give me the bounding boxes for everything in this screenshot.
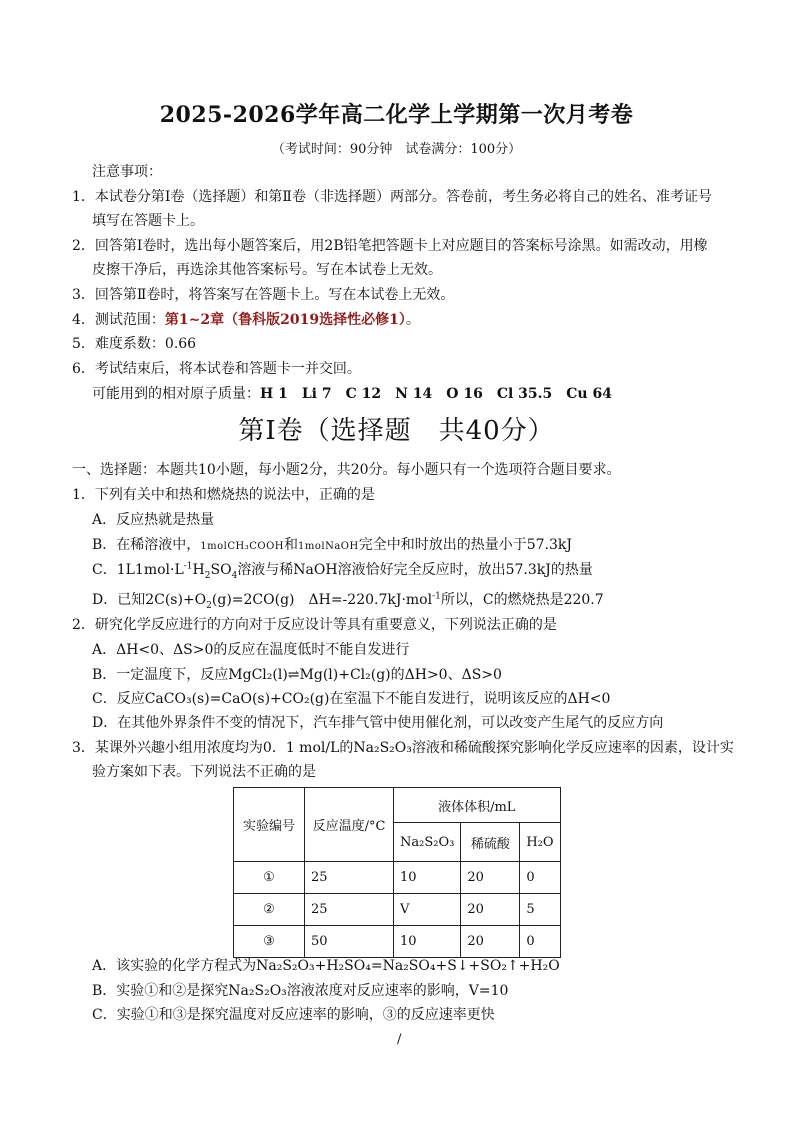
header-dilute-acid: 稀硫酸 <box>461 823 520 862</box>
q1-b-post: 完全中和时放出的热量小于57.3kJ <box>358 537 572 553</box>
row-na2s2o3: V <box>394 894 461 926</box>
q1-option-d <box>92 591 604 609</box>
q1-c-post: 溶液与稀NaOH溶液恰好完全反应时，放出57.3kJ的热量 <box>237 562 593 578</box>
q1-option-a: A．反应热就是热量 <box>92 512 215 528</box>
header-temperature: 反应温度/°C <box>305 788 394 862</box>
note-2b: 皮擦干净后，再选涂其他答案标号。写在本试卷上无效。 <box>92 262 442 278</box>
row-id: ① <box>234 862 305 894</box>
header-water: H₂O <box>520 823 560 862</box>
row-na2s2o3: 10 <box>394 862 461 894</box>
part1-intro: 一、选择题：本题共10小题，每小题2分，共20分。每小题只有一个选项符合题目要求。 <box>72 462 621 478</box>
q1-b-substance-1: 1molCH₃COOH <box>200 541 285 552</box>
q1-stem: 1．下列有关中和热和燃烧热的说法中，正确的是 <box>72 487 375 503</box>
note-4 <box>72 311 420 329</box>
header-na2s2o3: Na₂S₂O₃ <box>394 823 461 862</box>
q2-option-b: B．一定温度下，反应MgCl₂(l)⇌Mg(l)+Cl₂(g)的ΔH>0、ΔS>0 <box>92 667 502 683</box>
q1-b-mid: 和 <box>284 537 299 553</box>
note-5: 5．难度系数：0.66 <box>72 336 197 352</box>
exam-title: 2025-2026学年高二化学上学期第一次月考卷 <box>159 102 634 128</box>
header-liquid-volume: 液体体积/mL <box>394 788 561 823</box>
q1-option-c <box>92 561 593 579</box>
row-id: ③ <box>234 926 305 958</box>
q1-c-mid2: SO <box>210 562 232 578</box>
q1-b-substance-2: 1molNaOH <box>298 541 359 552</box>
notice-heading: 注意事项： <box>92 164 162 180</box>
note-4-scope: 第1~2章（鲁科版2019选择性必修1） <box>164 312 406 328</box>
q1-option-b <box>92 536 572 556</box>
q1-d-sub: 2 <box>206 600 212 611</box>
row-acid: 20 <box>461 894 520 926</box>
atomic-masses-values: H 1 Li 7 C 12 N 14 O 16 Cl 35.5 Cu 64 <box>260 386 612 402</box>
q3-option-c: C．实验①和③是探究温度对反应速率的影响，③的反应速率更快 <box>92 1007 495 1023</box>
table-header-row <box>234 788 561 823</box>
q1-c-sup: -1 <box>183 561 193 572</box>
q1-c-mid: H <box>192 562 205 578</box>
exam-subtitle: （考试时间：90分钟 试卷满分：100分） <box>271 142 522 157</box>
q1-d-mid: (g)=2CO(g) ΔH=-220.7kJ·mol <box>211 592 433 608</box>
table-row <box>234 926 561 958</box>
q1-c-sub1: 2 <box>204 570 211 581</box>
row-water: 5 <box>520 894 560 926</box>
row-id: ② <box>234 894 305 926</box>
q3-option-a: A．该实验的化学方程式为Na₂S₂O₃+H₂SO₄=Na₂SO₄+S↓+SO₂↑+H₂O <box>92 958 560 974</box>
note-4-pre: 4．测试范围： <box>72 312 165 328</box>
section-title: 第Ⅰ卷（选择题 共40分） <box>238 416 555 446</box>
q2-option-d: D．在其他外界条件不变的情况下，汽车排气管中使用催化剂，可以改变产生尾气的反应方向 <box>92 715 664 731</box>
atomic-masses <box>92 385 612 403</box>
row-temp: 50 <box>305 926 394 958</box>
q1-d-pre: D．已知2C(s)+O <box>92 592 207 608</box>
note-1a: 1．本试卷分第Ⅰ卷（选择题）和第Ⅱ卷（非选择题）两部分。答卷前，考生务必将自己的姓名、准考证号 <box>72 189 712 205</box>
row-temp: 25 <box>305 862 394 894</box>
table-row <box>234 862 561 894</box>
q1-b-pre: B．在稀溶液中， <box>92 537 201 553</box>
row-acid: 20 <box>461 926 520 958</box>
note-3: 3．回答第Ⅱ卷时，将答案写在答题卡上。写在本试卷上无效。 <box>72 287 455 303</box>
q1-d-sup: -1 <box>432 591 441 602</box>
note-4-post: 。 <box>405 312 420 328</box>
q2-stem: 2．研究化学反应进行的方向对于反应设计等具有重要意义，下列说法正确的是 <box>72 617 557 633</box>
row-na2s2o3: 10 <box>394 926 461 958</box>
row-water: 0 <box>520 926 560 958</box>
q2-option-c: C．反应CaCO₃(s)=CaO(s)+CO₂(g)在室温下不能自发进行，说明该反应的ΔH<0 <box>92 691 611 707</box>
q1-d-post: 所以，C的燃烧热是220.7 <box>440 592 604 608</box>
row-temp: 25 <box>305 894 394 926</box>
page-number: / <box>397 1032 402 1047</box>
experiment-table <box>233 787 561 958</box>
table-row <box>234 894 561 926</box>
row-acid: 20 <box>461 862 520 894</box>
q1-c-pre: C．1L1mol·L <box>92 562 184 578</box>
q2-option-a: A．ΔH<0、ΔS>0的反应在温度低时不能自发进行 <box>92 642 410 658</box>
q1-c-sub2: 4 <box>231 570 238 581</box>
note-2a: 2．回答第Ⅰ卷时，选出每小题答案后，用2B铅笔把答题卡上对应题目的答案标号涂黑。如需改动，用橡 <box>72 238 708 254</box>
q3-stem-b: 验方案如下表。下列说法不正确的是 <box>92 764 316 780</box>
atomic-masses-label: 可能用到的相对原子质量： <box>92 386 260 402</box>
q3-option-b: B．实验①和②是探究Na₂S₂O₃溶液浓度对反应速率的影响，V=10 <box>92 983 509 999</box>
q3-stem-a: 3．某课外兴趣小组用浓度均为0．1 mol/L的Na₂S₂O₃溶液和稀硫酸探究影响化学反应速率的因素，设计实 <box>72 740 734 756</box>
note-1b: 填写在答题卡上。 <box>92 213 204 229</box>
row-water: 0 <box>520 862 560 894</box>
note-6: 6．考试结束后，将本试卷和答题卡一并交回。 <box>72 361 361 377</box>
header-experiment-id: 实验编号 <box>234 788 305 862</box>
